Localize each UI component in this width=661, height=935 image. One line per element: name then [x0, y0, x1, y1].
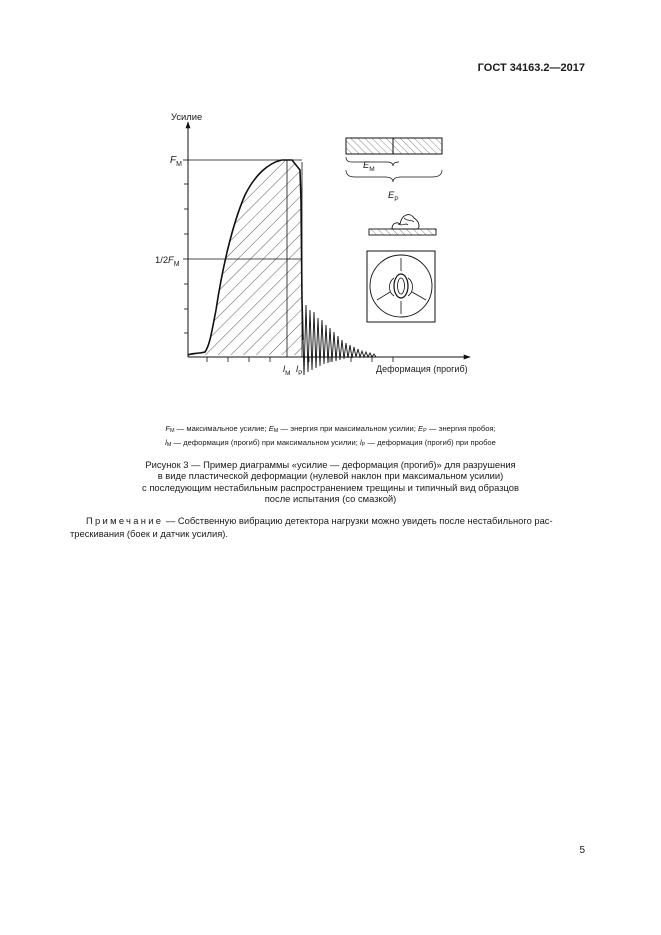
em-label: $E_M$ [363, 159, 375, 173]
lm-label: $l_M$ [283, 363, 291, 377]
note-text-2: трескивания (боек и датчик усилия). [70, 527, 229, 539]
figure-legend [60, 423, 601, 451]
figure-caption [60, 459, 601, 504]
specimen-side-view [369, 215, 436, 235]
force-deformation-diagram [0, 0, 661, 420]
caption-line: в виде пластической деформации (нулевой наклон при максимальном усилии) [157, 470, 504, 482]
ep-label: $E_P$ [388, 189, 399, 203]
note-label: Примечание [86, 515, 164, 526]
fm-label: $F_M$ [170, 155, 182, 168]
note-paragraph [70, 515, 585, 540]
standard-number: ГОСТ 34163.2—2017 [477, 62, 585, 74]
caption-line: с последующим нестабильным распространением трещины и типичный вид образцов [142, 481, 519, 493]
y-axis-label: Усилие [171, 111, 203, 122]
x-axis-label: Деформация (прогиб) [376, 364, 468, 374]
energy-area [188, 160, 302, 355]
lp-label: $l_P$ [296, 363, 303, 377]
x-ticks [207, 357, 393, 362]
page-number: 5 [579, 845, 585, 856]
specimen-top-view [367, 251, 435, 322]
vibration-signal [302, 300, 376, 375]
legend-line-1: $F_M$ — максимальное усилие; $E_M$ — энергия при максимальном усилии; $E_P$ — энергия пробоя; [165, 424, 496, 434]
half-fm-label: $1/2F_M$ [155, 254, 180, 268]
y-ticks [183, 160, 188, 333]
note-text-1: — Собственную вибрацию детектора нагрузки можно увидеть после нестабильного рас- [163, 515, 553, 526]
legend-line-2: $l_M$ — деформация (прогиб) при максимальном усилии; $l_P$ — деформация (прогиб) при пробое [165, 438, 496, 448]
energy-bar [346, 138, 442, 182]
caption-line: Рисунок 3 — Пример диаграммы «усилие — деформация (прогиб)» для разрушения [145, 459, 516, 470]
caption-line: после испытания (со смазкой) [264, 492, 397, 504]
